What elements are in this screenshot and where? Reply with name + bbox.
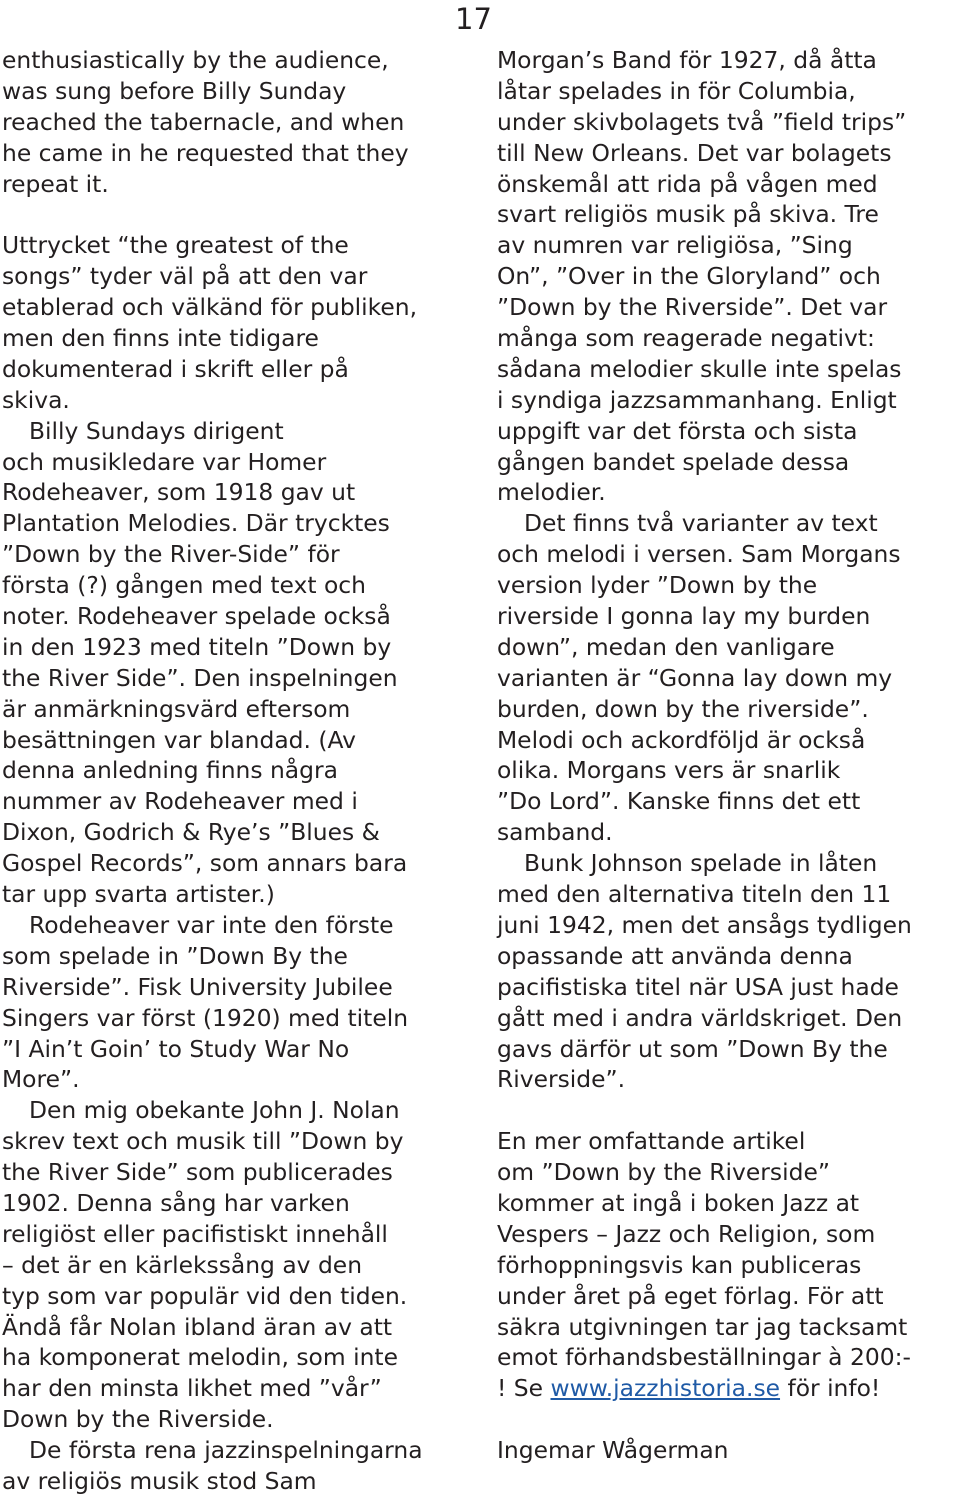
text-line: gången bandet spelade dessa xyxy=(497,447,850,476)
text-line: ”Down by the Riverside”. Det var xyxy=(497,293,888,322)
text-line: More”. xyxy=(2,1065,80,1094)
text-line: kommer at ingå i boken Jazz at xyxy=(497,1188,860,1217)
text-line: On”, ”Over in the Gloryland” och xyxy=(497,262,881,291)
text-line: Morgan’s Band för 1927, då åtta xyxy=(497,46,877,74)
text-line: besättningen var blandad. (Av xyxy=(2,725,356,754)
website-link[interactable]: www.jazzhistoria.se xyxy=(550,1374,781,1403)
text-line: låtar spelades in för Columbia, xyxy=(497,76,856,105)
text-line: reached the tabernacle, and when xyxy=(2,107,405,136)
text-line: he came in he requested that they xyxy=(2,138,409,167)
text-line: – det är en kärlekssång av den xyxy=(2,1250,363,1279)
text-line: samband. xyxy=(497,818,613,847)
text-line: Singers var först (1920) med titeln xyxy=(2,1003,409,1032)
text-line: Plantation Melodies. Där trycktes xyxy=(2,509,390,538)
text-line: om ”Down by the Riverside” xyxy=(497,1158,830,1187)
text-line: down”, medan den vanligare xyxy=(497,632,835,661)
text-line: in den 1923 med titeln ”Down by xyxy=(2,632,392,661)
text-line: under skivbolagets två ”field trips” xyxy=(497,107,907,136)
text-line: 1902. Denna sång har varken xyxy=(2,1188,350,1217)
text-line: version lyder ”Down by the xyxy=(497,571,818,600)
text-line: songs” tyder väl på att den var xyxy=(2,262,368,291)
page-number: 17 xyxy=(455,2,492,36)
text-line: juni 1942, men det ansågs tydligen xyxy=(497,910,912,939)
text-line: Ingemar Wågerman xyxy=(497,1436,729,1465)
text-line: ”I Ain’t Goin’ to Study War No xyxy=(2,1034,350,1063)
text-line: många som reagerade negativt: xyxy=(497,324,875,353)
text-line: Melodi och ackordföljd är också xyxy=(497,725,866,754)
right-column xyxy=(497,45,959,1466)
text-line: Uttrycket “the greatest of the xyxy=(2,231,349,260)
text-line: burden, down by the riverside”. xyxy=(497,694,869,723)
text-line: som spelade in ”Down By the xyxy=(2,941,348,970)
text-line: med den alternativa titeln den 11 xyxy=(497,880,892,909)
text-line: opassande att använda denna xyxy=(497,941,853,970)
text-line: och melodi i versen. Sam Morgans xyxy=(497,540,901,569)
text-line: ”Down by the River-Side” för xyxy=(2,540,340,569)
text-line: gavs därför ut som ”Down By the xyxy=(497,1034,888,1063)
text-line: säkra utgivningen tar jag tacksamt xyxy=(497,1312,908,1341)
text-line: emot förhandsbeställningar à 200:- xyxy=(497,1343,911,1372)
text-line: Det finns två varianter av text xyxy=(524,509,878,538)
text-line: skiva. xyxy=(2,385,70,414)
text-line: Riverside”. Fisk University Jubilee xyxy=(2,972,393,1001)
text-line: är anmärkningsvärd eftersom xyxy=(2,694,351,723)
text-line: Riverside”. xyxy=(497,1065,626,1094)
text-line: Gospel Records”, som annars bara xyxy=(2,849,408,878)
text-line: har den minsta likhet med ”vår” xyxy=(2,1374,382,1403)
text-line: melodier. xyxy=(497,478,606,507)
text-line: men den finns inte tidigare xyxy=(2,324,319,353)
paragraph-gap xyxy=(497,1404,959,1435)
text-line: av religiös musik stod Sam xyxy=(2,1466,317,1495)
link-prefix: ! Se xyxy=(497,1374,551,1403)
text-line: Down by the Riverside. xyxy=(2,1405,274,1434)
text-line: was sung before Billy Sunday xyxy=(2,76,347,105)
text-line: pacifistiska titel när USA just hade xyxy=(497,972,899,1001)
text-line: sådana melodier skulle inte spelas xyxy=(497,354,902,383)
text-line: repeat it. xyxy=(2,169,109,198)
text-line: till New Orleans. Det var bolagets xyxy=(497,138,892,167)
text-line: skrev text och musik till ”Down by xyxy=(2,1127,404,1156)
text-line: etablerad och välkänd för publiken, xyxy=(2,293,418,322)
text-line: svart religiös musik på skiva. Tre xyxy=(497,200,879,229)
text-line: Ändå får Nolan ibland äran av att xyxy=(2,1312,393,1341)
text-line: nummer av Rodeheaver med i xyxy=(2,787,358,816)
paragraph-gap xyxy=(497,1095,959,1126)
text-line: En mer omfattande artikel xyxy=(497,1127,806,1156)
left-column xyxy=(2,45,470,1497)
text-line: Rodeheaver, som 1918 gav ut xyxy=(2,478,356,507)
link-suffix: för info! xyxy=(780,1374,881,1403)
text-line: ”Do Lord”. Kanske finns det ett xyxy=(497,787,861,816)
text-line: noter. Rodeheaver spelade också xyxy=(2,602,391,631)
text-line: Den mig obekante John J. Nolan xyxy=(29,1096,400,1125)
text-line: ha komponerat melodin, som inte xyxy=(2,1343,398,1372)
text-line: gått med i andra världskriget. Den xyxy=(497,1003,903,1032)
text-line: Rodeheaver var inte den förste xyxy=(29,910,394,939)
text-line: the River Side”. Den inspelningen xyxy=(2,663,398,692)
text-line: religiöst eller pacifistiskt innehåll xyxy=(2,1219,388,1248)
text-line: Billy Sundays dirigent xyxy=(29,416,284,445)
text-line: varianten är “Gonna lay down my xyxy=(497,663,893,692)
text-line: Bunk Johnson spelade in låten xyxy=(524,849,878,878)
paragraph-gap xyxy=(2,199,470,230)
text-line: denna anledning finns några xyxy=(2,756,338,785)
text-line: riverside I gonna lay my burden xyxy=(497,602,871,631)
text-line: och musikledare var Homer xyxy=(2,447,327,476)
text-line: tar upp svarta artister.) xyxy=(2,880,275,909)
text-line: olika. Morgans vers är snarlik xyxy=(497,756,841,785)
text-line: under året på eget förlag. För att xyxy=(497,1281,884,1310)
text-line: the River Side” som publicerades xyxy=(2,1158,393,1187)
text-line: enthusiastically by the audience, xyxy=(2,46,389,74)
text-line: i syndiga jazzsammanhang. Enligt xyxy=(497,385,897,414)
text-line: av numren var religiösa, ”Sing xyxy=(497,231,853,260)
text-line: önskemål att rida på vågen med xyxy=(497,169,878,198)
text-line: Vespers – Jazz och Religion, som xyxy=(497,1219,876,1248)
text-line: förhoppningsvis kan publiceras xyxy=(497,1250,862,1279)
info-link-line xyxy=(497,1373,959,1404)
text-line: dokumenterad i skrift eller på xyxy=(2,354,349,383)
text-line: första (?) gången med text och xyxy=(2,571,366,600)
text-line: Dixon, Godrich & Rye’s ”Blues & xyxy=(2,818,380,847)
text-line: De första rena jazzinspelningarna xyxy=(29,1436,423,1465)
text-line: uppgift var det första och sista xyxy=(497,416,858,445)
text-line: typ som var populär vid den tiden. xyxy=(2,1281,408,1310)
